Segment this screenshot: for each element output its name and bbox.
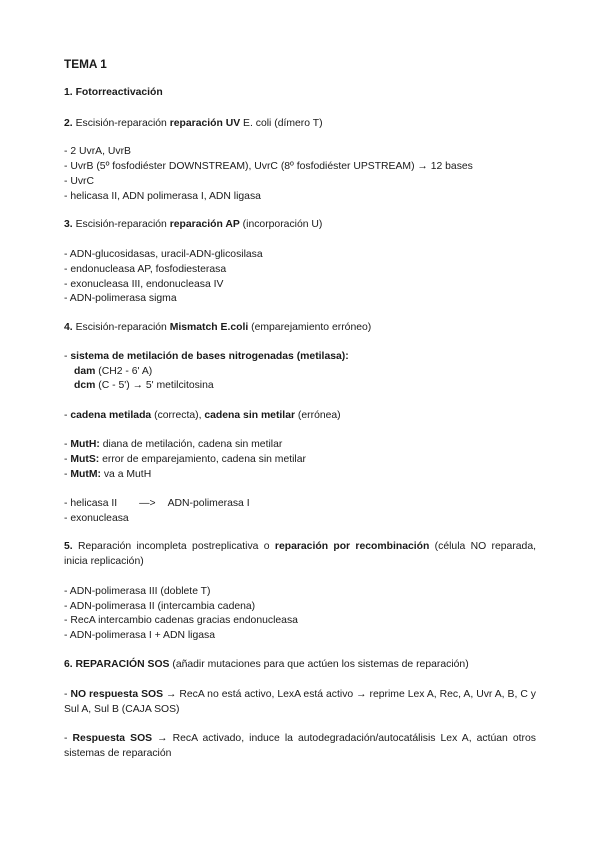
section-2-heading (64, 117, 323, 132)
list-item: - exonucleasa III, endonucleasa IV (64, 279, 224, 290)
dcm-label: dcm (74, 380, 96, 391)
muts-text: error de emparejamiento, cadena sin metilar (102, 454, 306, 465)
page-title: TEMA 1 (64, 57, 107, 71)
helicase-line (64, 497, 250, 512)
section-5-post: (célula NO reparada, inicia replicación) (64, 541, 536, 567)
section-5-heading (64, 540, 536, 569)
mutm-line: - MutM: va a MutH (64, 469, 152, 480)
sos-text: → RecA activado, induce la autodegradación/autocatálisis Lex A, actúan otros sistemas de reparación (64, 733, 536, 759)
methylation-system-label: sistema de metilación de bases nitrogenadas (metilasa): (70, 351, 349, 362)
list-item: - ADN-polimerasa sigma (64, 293, 177, 304)
list-item: - endonucleasa AP, fosfodiesterasa (64, 264, 227, 275)
list-item: - exonucleasa (64, 513, 129, 524)
section-4-number: 4. (64, 322, 73, 333)
methylated-strand-text: (correcta), (154, 410, 202, 421)
section-2-bold: reparación UV (169, 118, 241, 129)
methylation-system-line (64, 350, 349, 365)
helicase-text: - helicasa II (64, 498, 118, 509)
no-sos-response (64, 688, 536, 717)
dash: - (64, 351, 68, 362)
list-item: - ADN-polimerasa III (doblete T) (64, 586, 211, 597)
list-item: - ADN-glucosidasas, uracil-ADN-glicosilasa (64, 249, 263, 260)
sos-label: Respuesta SOS (72, 733, 153, 744)
arrow-symbol: —> (139, 498, 156, 509)
section-3-heading (64, 218, 322, 233)
dash: - (64, 410, 68, 421)
section-6-title: 6. REPARACIÓN SOS (64, 659, 170, 670)
dam-label: dam (74, 366, 96, 377)
section-3-bold: reparación AP (169, 219, 240, 230)
list-item: - UvrC (64, 176, 95, 187)
section-5-bold: reparación por recombinación (274, 541, 430, 552)
muts-line: - MutS: error de emparejamiento, cadena sin metilar (64, 454, 306, 465)
no-sos-label: NO respuesta SOS (70, 689, 164, 700)
section-3-pre: Escisión-reparación (75, 219, 167, 230)
section-6-post: (añadir mutaciones para que actúen los sistemas de reparación) (172, 659, 469, 670)
dcm-line (64, 379, 214, 394)
strand-line (64, 409, 341, 424)
mutm-text: va a MutH (103, 469, 152, 480)
muts-label: MutS: (70, 454, 100, 465)
section-5-number: 5. (64, 541, 73, 552)
list-item: - ADN-polimerasa I + ADN ligasa (64, 630, 216, 641)
list-item: - helicasa II, ADN polimerasa I, ADN ligasa (64, 191, 261, 202)
section-1-title: Fotorreactivación (75, 87, 163, 98)
unmethylated-strand-text: (errónea) (297, 410, 341, 421)
dam-line (64, 365, 152, 380)
section-4-post: (emparejamiento erróneo) (251, 322, 372, 333)
unmethylated-strand-label: cadena sin metilar (204, 410, 296, 421)
mutm-label: MutM: (70, 469, 101, 480)
section-2-post: E. coli (dímero T) (243, 118, 323, 129)
dash: - (64, 689, 68, 700)
list-item: - UvrB (5º fosfodiéster DOWNSTREAM), UvrC (8º fosfodiéster UPSTREAM) → 12 bases (64, 161, 473, 172)
no-sos-text: → RecA no está activo, LexA está activo → reprime Lex A, Rec, A, Uvr A, B, C y Sul A, Sul B (CAJA SOS) (64, 689, 537, 715)
section-2-number: 2. (64, 118, 73, 129)
polymerase-text: ADN-polimerasa I (167, 498, 250, 509)
section-1-heading (64, 86, 163, 101)
muth-line: - MutH: diana de metilación, cadena sin metilar (64, 439, 283, 450)
section-2-pre: Escisión-reparación (75, 118, 167, 129)
section-3-post: (incorporación U) (242, 219, 323, 230)
section-4-bold: Mismatch E.coli (169, 322, 249, 333)
list-item: - RecA intercambio cadenas gracias endonucleasa (64, 615, 298, 626)
muth-text: diana de metilación, cadena sin metilar (102, 439, 283, 450)
section-1-number: 1. (64, 87, 73, 98)
dam-text: (CH2 - 6' A) (98, 366, 153, 377)
sos-response (64, 732, 536, 761)
section-4-heading (64, 321, 371, 336)
section-6-heading (64, 658, 469, 673)
list-item: - ADN-polimerasa II (intercambia cadena) (64, 601, 256, 612)
dcm-text: (C - 5') → 5' metilcitosina (98, 380, 214, 391)
list-item: - 2 UvrA, UvrB (64, 146, 131, 157)
section-4-pre: Escisión-reparación (75, 322, 167, 333)
section-3-number: 3. (64, 219, 73, 230)
methylated-strand-label: cadena metilada (70, 410, 152, 421)
section-5-pre: Reparación incompleta postreplicativa o (78, 541, 270, 552)
dash: - (64, 733, 68, 744)
muth-label: MutH: (70, 439, 100, 450)
